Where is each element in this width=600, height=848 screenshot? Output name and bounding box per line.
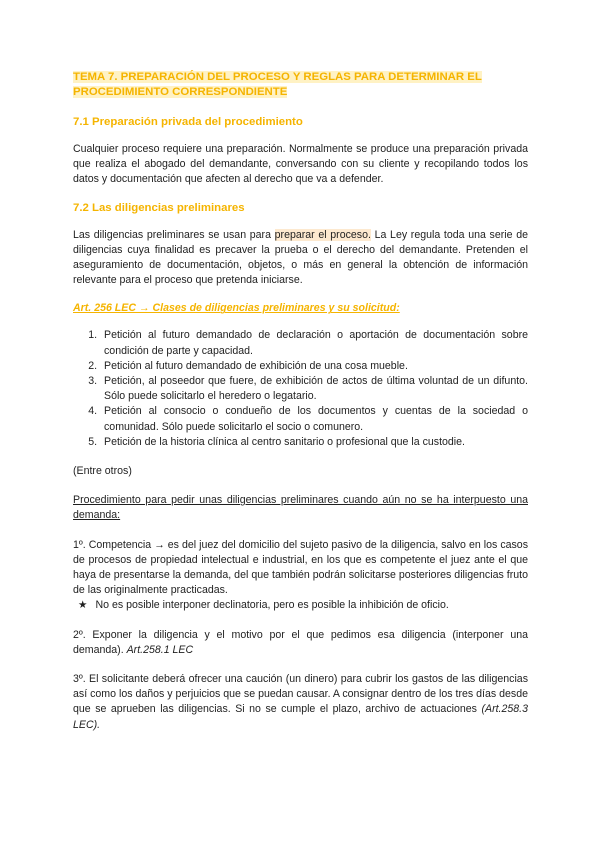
list-item — [78, 598, 528, 613]
section-1-heading: 7.1 Preparación privada del procedimiento — [73, 116, 303, 128]
list-item: 2. Petición al futuro demandado de exhibición de una cosa mueble. — [100, 359, 528, 374]
title-line-1: TEMA 7. PREPARACIÓN DEL PROCESO Y REGLAS PARA DETERMINAR EL — [73, 71, 482, 83]
list-item: 3. Petición, al poseedor que fuere, de exhibición de actos de última voluntad de un difunto. Sólo puede solicitarlo el heredero o legatario. — [100, 374, 528, 404]
step-3-text: 3º. El solicitante deberá ofrecer una caución (un dinero) para cubrir los gastos de las diligencias así como los daños y perjuicios que se puedan causar. A consignar dentro de los tres días desde que se aprueben las diligencias. Si no se cumple el plazo, archivo de actuaciones — [73, 673, 528, 716]
step-3-reference: (Art.258.3 LEC). — [73, 703, 528, 731]
para-start: Las diligencias preliminares se usan para — [73, 228, 275, 241]
list-item: 1. Petición al futuro demandado de declaración o aportación de documentación sobre condición de parte y capacidad. — [100, 328, 528, 358]
step-2-paragraph — [73, 628, 528, 658]
list-item: 4. Petición al consocio o condueño de los documentos y cuentas de la sociedad o comunidad. Sólo puede solicitarlo el socio o comunero. — [100, 404, 528, 434]
document-title — [73, 70, 528, 99]
section-2-paragraph — [73, 228, 528, 289]
section-1-paragraph: Cualquier proceso requiere una preparación. Normalmente se produce una preparación privada que realiza el abogado del demandante, conversando con su cliente y recopilando todos los datos y documentación que afecten al derecho que va a defender. — [73, 143, 528, 186]
article-256-link[interactable]: Art. 256 LEC → Clases de diligencias preliminares y su solicitud: — [73, 302, 400, 315]
step-2-reference: Art.258.1 LEC — [126, 643, 194, 656]
others-note: (Entre otros) — [73, 465, 132, 478]
step-1-paragraph: 1º. Competencia → es del juez del domicilio del sujeto pasivo de la diligencia, salvo en los casos de procesos de propiedad intelectual e industrial, en los que es competente el juez ante el que haya de presentarse la demanda, del que también podrán solicitarse posteriores diligencias fruto de las originalmente practicadas. — [73, 538, 528, 597]
step-3-paragraph — [73, 672, 528, 733]
step-1-bullets — [73, 598, 528, 613]
star-icon: ★ — [78, 599, 88, 612]
section-2-heading: 7.2 Las diligencias preliminares — [73, 201, 245, 214]
title-line-2: PROCEDIMIENTO CORRESPONDIENTE — [73, 85, 288, 98]
para-highlight: preparar el proceso. — [274, 228, 371, 241]
step-1-bullet-text: No es posible interponer declinatoria, pero es posible la inhibición de oficio. — [95, 599, 449, 612]
list-item: 5. Petición de la historia clínica al centro sanitario o profesional que la custodie. — [100, 435, 528, 450]
diligencias-list — [73, 328, 528, 450]
step-2-text: 2º. Exponer la diligencia y el motivo por el que pedimos esa diligencia (interponer una demanda). — [73, 628, 528, 656]
document-content — [73, 70, 528, 733]
procedure-heading: Procedimiento para pedir unas diligencias preliminares cuando aún no se ha interpuesto una demanda: — [73, 494, 528, 522]
para-end: La Ley regula toda una serie de diligencias cuya finalidad es precaver la prueba o el derecho del demandante. Pretenden el aseguramiento de documentación, objetos, o más en general la obtención de información relevante para el proceso que pretenda iniciarse. — [73, 228, 528, 287]
